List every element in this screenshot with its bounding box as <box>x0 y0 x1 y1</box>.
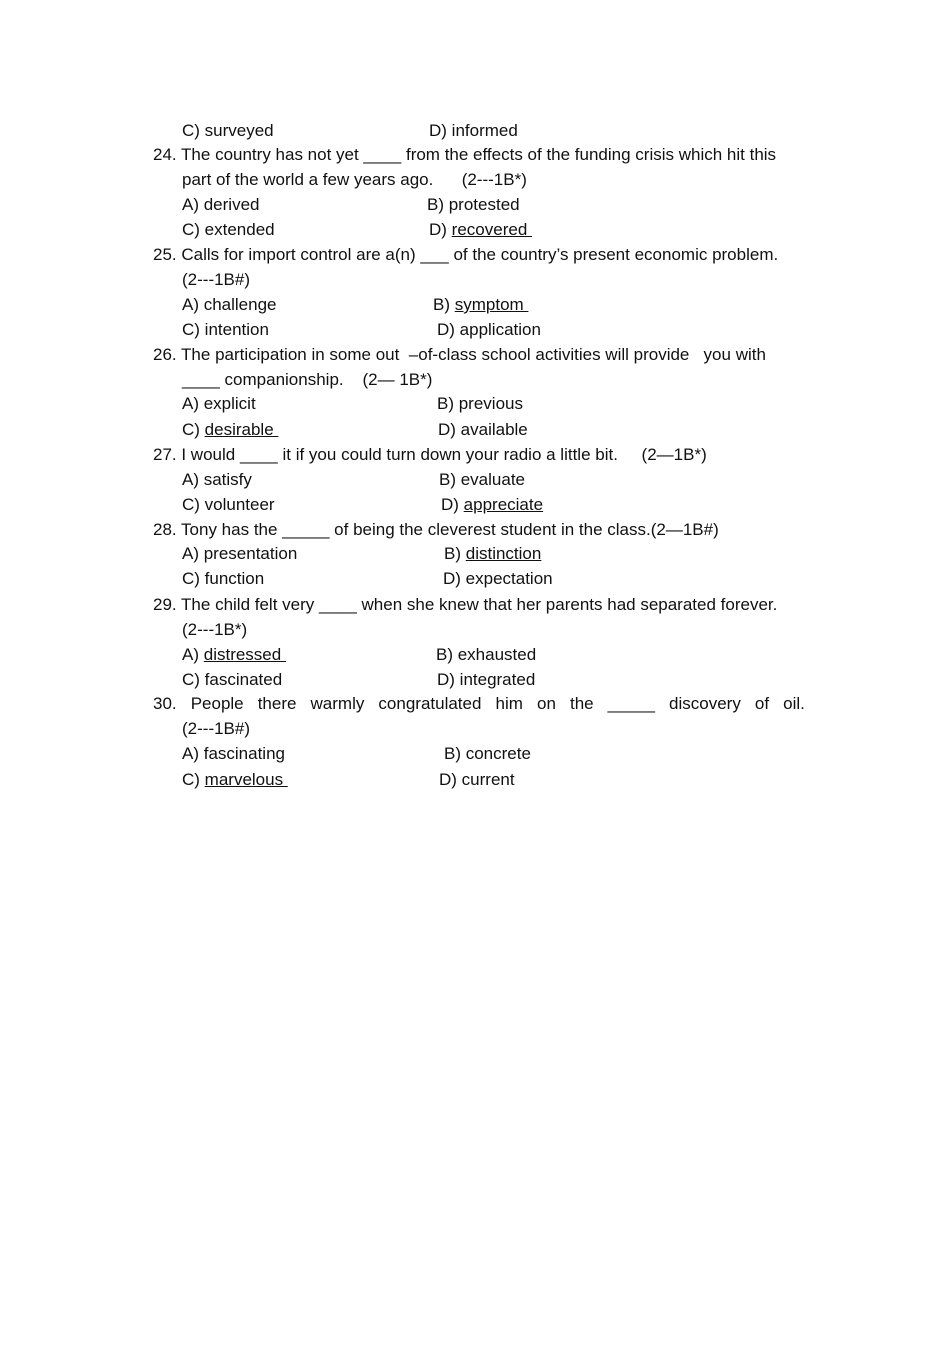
q30-option-d: D) current <box>439 770 515 789</box>
answer-underlined: symptom <box>454 295 529 314</box>
option-prefix: D) <box>441 495 464 514</box>
option-prefix: B) <box>433 295 455 314</box>
q27-option-b: B) evaluate <box>439 470 525 489</box>
question-26-text-cont: ____ companionship. (2— 1B*) <box>182 370 433 389</box>
question-24-text-cont: part of the world a few years ago. (2---1B*) <box>182 170 527 189</box>
option-prefix: B) <box>444 544 466 563</box>
q28-option-c: C) function <box>182 569 265 588</box>
q29-option-d: D) integrated <box>437 670 536 689</box>
q27-option-d <box>441 494 543 516</box>
q30-option-a: A) fascinating <box>182 744 285 763</box>
question-27-text: 27. I would ____ it if you could turn down your radio a little bit. (2—1B*) <box>153 445 707 464</box>
question-25-text: 25. Calls for import control are a(n) ___ of the country’s present economic problem. <box>153 245 779 264</box>
q25-option-a: A) challenge <box>182 295 277 314</box>
q26-option-a: A) explicit <box>182 394 256 413</box>
question-28-text: 28. Tony has the _____ of being the cleverest student in the class.(2—1B#) <box>153 520 719 539</box>
option-prefix: C) <box>182 420 205 439</box>
q25-option-d: D) application <box>437 320 541 339</box>
question-30-text <box>153 693 805 715</box>
question-30-text-cont: (2---1B#) <box>182 719 251 738</box>
q26-option-d: D) available <box>438 420 528 439</box>
word: warmly <box>310 694 365 713</box>
q28-option-d: D) expectation <box>443 569 553 588</box>
answer-underlined: distressed <box>203 645 286 664</box>
word: the <box>569 694 594 713</box>
q25-option-c: C) intention <box>182 320 269 339</box>
word: People <box>190 694 244 713</box>
option-c: C) surveyed <box>182 121 274 140</box>
option-prefix: D) <box>429 220 452 239</box>
q30-option-b: B) concrete <box>444 744 531 763</box>
option-prefix: C) <box>182 770 205 789</box>
word: discovery <box>669 694 741 713</box>
option-d: D) informed <box>429 121 518 140</box>
q28-option-b <box>444 543 541 565</box>
word: on <box>536 694 556 713</box>
q26-option-b: B) previous <box>437 394 523 413</box>
question-29-text-cont: (2---1B*) <box>182 620 248 639</box>
q24-option-c: C) extended <box>182 220 275 239</box>
answer-underlined: appreciate <box>463 495 544 514</box>
option-prefix: A) <box>182 645 204 664</box>
word: oil. <box>783 694 805 713</box>
question-25-text-cont: (2---1B#) <box>182 270 251 289</box>
q29-option-c: C) fascinated <box>182 670 283 689</box>
q29-option-a <box>182 644 286 666</box>
q29-option-b: B) exhausted <box>436 645 537 664</box>
q25-option-b <box>433 294 528 316</box>
answer-underlined: desirable <box>204 420 279 439</box>
q30-option-c <box>182 769 288 791</box>
q28-option-a: A) presentation <box>182 544 298 563</box>
word: him <box>495 694 523 713</box>
answer-underlined: distinction <box>465 544 542 563</box>
word: 30. <box>153 694 177 713</box>
answer-underlined: recovered <box>451 220 532 239</box>
question-29-text: 29. The child felt very ____ when she knew that her parents had separated forever. <box>153 595 778 614</box>
q24-option-d <box>429 219 532 241</box>
q27-option-a: A) satisfy <box>182 470 252 489</box>
q24-option-b: B) protested <box>427 195 520 214</box>
question-24-text: 24. The country has not yet ____ from the effects of the funding crisis which hit this <box>153 145 777 164</box>
word: congratulated <box>378 694 482 713</box>
q27-option-c: C) volunteer <box>182 495 275 514</box>
answer-underlined: marvelous <box>204 770 288 789</box>
q24-option-a: A) derived <box>182 195 260 214</box>
word: there <box>257 694 297 713</box>
question-26-text: 26. The participation in some out –of-class school activities will provide you with <box>153 345 766 364</box>
q26-option-c <box>182 419 278 441</box>
word: of <box>754 694 770 713</box>
word: _____ <box>607 694 655 713</box>
